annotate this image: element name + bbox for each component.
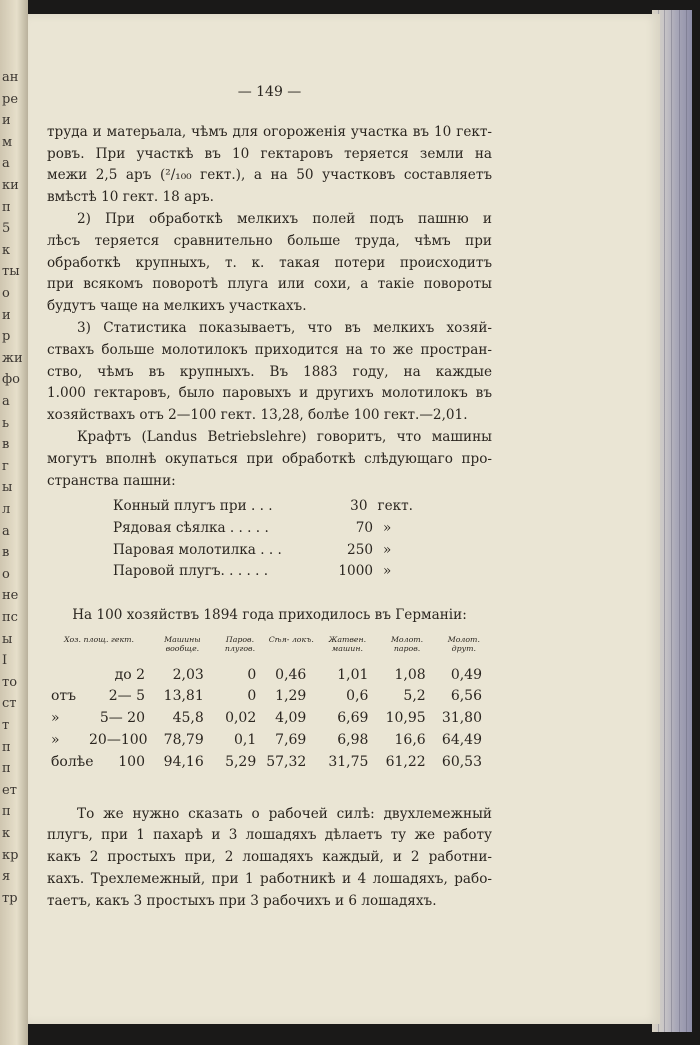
- table-title: На 100 хозяйствъ 1894 года приходилось въ Германіи:: [72, 606, 467, 623]
- value-cell: 0,02: [225, 710, 257, 727]
- left-page-fragment: ь: [2, 415, 10, 431]
- left-page-fragment: ре: [2, 91, 19, 107]
- machine-area: 70: [355, 519, 373, 536]
- left-page-fragment: пс: [2, 610, 18, 625]
- range-value: 100: [118, 753, 145, 770]
- left-page-fragment: ки: [2, 178, 19, 193]
- text-line: 1.000 гектаровъ, было паровыхъ и другихъ молотилокъ въ: [47, 385, 492, 402]
- machine-list: [113, 496, 413, 582]
- area-range-cell: [47, 665, 151, 687]
- table-header-cell: Сѣя- локъ.: [268, 634, 314, 644]
- machine-unit: »: [383, 541, 392, 558]
- left-page-fragment: р: [2, 329, 11, 345]
- value-cell: 7,69: [275, 731, 307, 748]
- left-page-fragment: п: [2, 739, 11, 755]
- value-cell: 16,6: [394, 731, 426, 748]
- text-line: То же нужно сказать о рабочей силѣ: двухлемежный: [77, 805, 492, 822]
- left-page-fragment: ы: [2, 631, 13, 647]
- machine-unit: »: [383, 519, 392, 536]
- text-line: ровъ. При участкѣ въ 10 гектаровъ теряется земли на: [47, 145, 492, 162]
- area-range-cell: [47, 752, 151, 774]
- table-header-cell: Паров. плугов.: [224, 634, 256, 653]
- range-prefix: »: [51, 710, 60, 727]
- value-cell: 57,32: [266, 753, 307, 770]
- range-value: до 2: [114, 666, 145, 683]
- value-cell: 6,98: [337, 731, 369, 748]
- machine-area: 30: [350, 498, 368, 515]
- left-page-fragment: и: [2, 307, 11, 323]
- table-row: [47, 708, 492, 730]
- left-page-fragment: не: [2, 588, 19, 604]
- table-header-row: [47, 635, 492, 665]
- table-row: [47, 665, 492, 687]
- value-cell: 0,6: [346, 688, 369, 705]
- table-row: [47, 752, 492, 774]
- value-cell: 1,29: [275, 688, 307, 705]
- left-page-fragment: в: [2, 437, 10, 453]
- value-cell: 13,81: [163, 688, 204, 705]
- value-cell: 94,16: [163, 753, 204, 770]
- machine-row: [113, 496, 413, 518]
- machine-unit: »: [383, 563, 392, 580]
- left-page-fragment: ты: [2, 264, 20, 280]
- text-line: 2) При обработкѣ мелкихъ полей подъ пашню и: [77, 210, 492, 227]
- left-page-fragment: I: [2, 653, 8, 669]
- machine-area: 250: [347, 541, 373, 558]
- text-line: вмѣстѣ 10 гект. 18 аръ.: [47, 189, 214, 206]
- table-row: [47, 686, 492, 708]
- left-page-fragment: м: [2, 134, 13, 150]
- machines-table: [47, 635, 492, 774]
- value-cell: 31,80: [441, 710, 482, 727]
- table-header-cell: Молот. паров.: [390, 634, 424, 653]
- machine-name: Паровая молотилка . . .: [113, 541, 282, 558]
- area-range-cell: [47, 708, 151, 730]
- left-page-fragment: жи: [2, 350, 23, 366]
- paragraph-labour: [47, 804, 492, 913]
- paragraph-fencing: [47, 122, 492, 209]
- range-value: 5— 20: [99, 710, 145, 727]
- left-page-fragment: п: [2, 761, 11, 777]
- page-content: [47, 82, 492, 912]
- area-range-cell: [47, 730, 151, 752]
- value-cell: 78,79: [163, 731, 204, 748]
- text-line: плугъ, при 1 пахарѣ и 3 лошадяхъ дѣлаетъ ту же работу: [47, 827, 492, 844]
- left-page-fragment: ет: [2, 782, 17, 798]
- left-page-fragment: а: [2, 156, 10, 172]
- table-row: [47, 730, 492, 752]
- machine-area: 1000: [338, 563, 373, 580]
- left-page-fragment: г: [2, 458, 9, 474]
- machine-name: Паровой плугъ. . . . . .: [113, 563, 269, 580]
- left-page-fragment: о: [2, 286, 10, 301]
- left-page-fragment: т: [2, 718, 10, 733]
- value-cell: 5,29: [225, 753, 257, 770]
- text-line: хозяйствахъ отъ 2—100 гект. 13,28, болѣе 100 гект.—2,01.: [47, 407, 468, 424]
- left-page-fragment: то: [2, 674, 18, 690]
- left-page-fragment: 5: [2, 221, 11, 237]
- range-value: 20—100: [89, 731, 148, 748]
- text-line: при всякомъ поворотѣ плуга или сохи, а такіе повороты: [47, 276, 492, 293]
- table-header-cell: Машины вообще.: [164, 634, 201, 653]
- text-line: кахъ. Трехлемежный, при 1 работникѣ и 4 лошадяхъ, рабо-: [47, 870, 492, 887]
- table-header-cell: Хоз. площ. гект.: [64, 634, 134, 644]
- table-header-cell: Молот. друт.: [447, 634, 480, 653]
- text-line: могутъ вполнѣ окупаться при обработкѣ слѣдующаго про-: [47, 450, 492, 467]
- range-prefix: болѣе: [51, 753, 94, 770]
- text-line: лѣсъ теряется сравнительно больше труда, чѣмъ при: [47, 232, 492, 249]
- text-line: таетъ, какъ 3 простыхъ при 3 рабочихъ и 6 лошадяхъ.: [47, 892, 437, 909]
- left-page-fragment: а: [2, 394, 10, 409]
- left-page-fragment: ы: [2, 480, 13, 496]
- value-cell: 61,22: [385, 753, 426, 770]
- left-page-fragment: л: [2, 502, 11, 517]
- value-cell: 2,03: [172, 666, 204, 683]
- value-cell: 45,8: [172, 710, 204, 727]
- value-cell: 5,2: [403, 688, 426, 705]
- value-cell: 31,75: [328, 753, 369, 770]
- machine-unit: гект.: [377, 498, 413, 515]
- paragraph-point-3: [47, 318, 492, 427]
- text-line: Крафтъ (Landus Betriebslehre) говоритъ, что машины: [77, 428, 492, 445]
- machine-name: Рядовая сѣялка . . . . .: [113, 519, 269, 536]
- left-page-fragment: п: [2, 804, 11, 820]
- left-page-fragment: п: [2, 199, 11, 215]
- text-line: ствахъ больше молотилокъ приходится на то же простран-: [47, 341, 492, 358]
- left-page-fragment: фо: [2, 372, 21, 388]
- range-prefix: отъ: [51, 688, 77, 705]
- value-cell: 0,46: [275, 666, 307, 683]
- paragraph-point-2: [47, 209, 492, 318]
- text-line: ство, чѣмъ въ крупныхъ. Въ 1883 году, на каждые: [47, 363, 492, 380]
- value-cell: 1,08: [394, 666, 426, 683]
- left-page-fragment: кр: [2, 847, 19, 863]
- left-page-fragment: и: [2, 113, 11, 129]
- text-line: обработкѣ крупныхъ, т. к. такая потери происходитъ: [47, 254, 492, 271]
- value-cell: 0: [247, 688, 257, 705]
- value-cell: 64,49: [441, 731, 482, 748]
- left-page-fragment: к: [2, 826, 11, 841]
- text-line: будутъ чаще на мелкихъ участкахъ.: [47, 298, 307, 315]
- left-page-fragment: я: [2, 869, 11, 885]
- paragraph-kraft: [47, 427, 492, 492]
- text-line: какъ 2 простыхъ при, 2 лошадяхъ каждый, и 2 работни-: [47, 849, 492, 866]
- value-cell: 60,53: [441, 753, 482, 770]
- left-page-fragment: о: [2, 566, 10, 582]
- left-page-edge: [0, 0, 28, 1045]
- value-cell: 6,56: [450, 688, 482, 705]
- text-line: странства пашни:: [47, 472, 176, 489]
- left-page-fragment: ст: [2, 696, 17, 712]
- range-prefix: »: [51, 731, 60, 748]
- left-page-fragment: к: [2, 242, 11, 258]
- value-cell: 0,1: [233, 731, 257, 748]
- machine-row: [113, 561, 413, 583]
- left-page-fragment: в: [2, 545, 10, 561]
- text-line: 3) Статистика показываетъ, что въ мелкихъ хозяй-: [77, 319, 492, 336]
- left-page-fragment: а: [2, 523, 10, 539]
- value-cell: 6,69: [337, 710, 369, 727]
- value-cell: 10,95: [385, 710, 426, 727]
- text-line: межи 2,5 аръ (²/₁₀₀ гект.), а на 50 участковъ составляетъ: [47, 167, 492, 184]
- value-cell: 4,09: [275, 710, 307, 727]
- page-number: — 149 —: [237, 84, 302, 100]
- area-range-cell: [47, 686, 151, 708]
- machine-row: [113, 540, 413, 562]
- machine-row: [113, 518, 413, 540]
- table-header-cell: Жатвен. машин.: [328, 634, 367, 653]
- range-value: 2— 5: [108, 688, 145, 705]
- left-page-fragment: ан: [2, 70, 19, 85]
- machine-name: Конный плугъ при . . .: [113, 498, 273, 515]
- value-cell: 0,49: [450, 666, 482, 683]
- text-line: труда и матерьала, чѣмъ для огороженія участка въ 10 гект-: [47, 123, 492, 140]
- value-cell: 1,01: [337, 666, 369, 683]
- value-cell: 0: [247, 666, 257, 683]
- left-page-fragment: тр: [2, 890, 18, 906]
